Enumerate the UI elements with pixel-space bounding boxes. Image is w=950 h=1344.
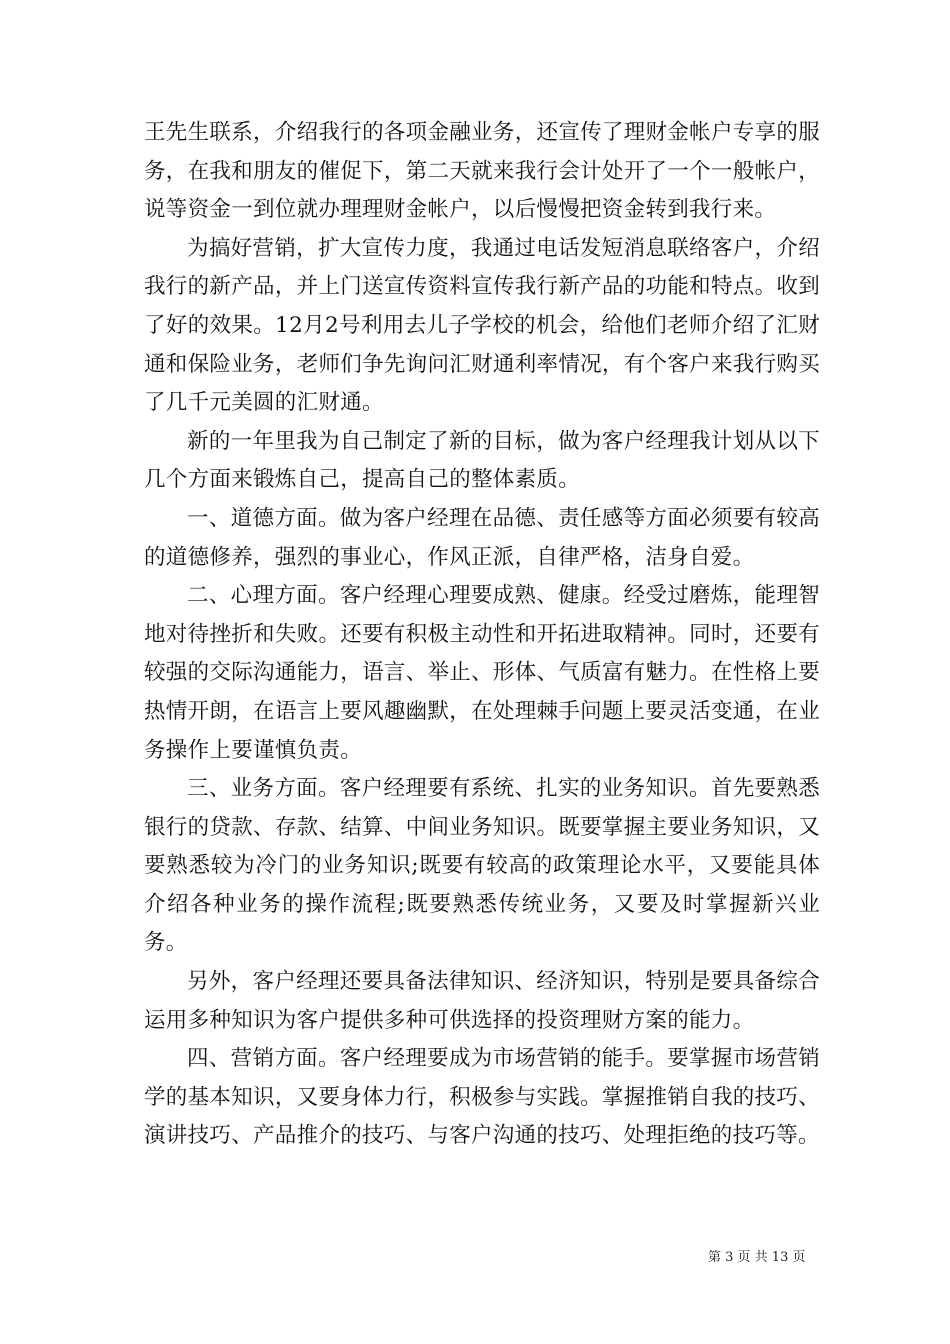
document-body: [144, 114, 820, 1156]
paragraph-6: 三、业务方面。客户经理要有系统、扎实的业务知识。首先要熟悉银行的贷款、存款、结算、中间业务知识。既要掌握主要业务知识，又要熟悉较为冷门的业务知识;既要有较高的政策理论水平，又要能具体介绍各种业务的操作流程;既要熟悉传统业务，又要及时掌握新兴业务。: [144, 776, 820, 956]
paragraph-7: 另外，客户经理还要具备法律知识、经济知识，特别是要具备综合运用多种知识为客户提供多种可供选择的投资理财方案的能力。: [144, 969, 820, 1033]
paragraph-4: 一、道德方面。做为客户经理在品德、责任感等方面必须要有较高的道德修养，强烈的事业心，作风正派，自律严格，洁身自爱。: [144, 505, 820, 570]
page-number-footer: 第 3 页 共 13 页: [708, 1250, 806, 1265]
paragraph-8: 四、营销方面。客户经理要成为市场营销的能手。要掌握市场营销学的基本知识，又要身体力行，积极参与实践。掌握推销自我的技巧、演讲技巧、产品推介的技巧、与客户沟通的技巧、处理拒绝的技巧等。: [144, 1046, 820, 1149]
paragraph-3: 新的一年里我为自己制定了新的目标，做为客户经理我计划从以下几个方面来锻炼自己，提高自己的整体素质。: [144, 428, 820, 493]
paragraph-1: 王先生联系，介绍我行的各项金融业务，还宣传了理财金帐户专享的服务，在我和朋友的催促下，第二天就来我行会计处开了一个一般帐户，说等资金一到位就办理理财金帐户，以后慢慢把资金转到我行来。: [144, 120, 820, 223]
paragraph-5: 二、心理方面。客户经理心理要成熟、健康。经受过磨炼，能理智地对待挫折和失败。还要有积极主动性和开拓进取精神。同时，还要有较强的交际沟通能力，语言、举止、形体、气质富有魅力。在性格上要热情开朗，在语言上要风趣幽默，在处理棘手问题上要灵活变通，在业务操作上要谨慎负责。: [144, 583, 820, 763]
paragraph-2: 为搞好营销，扩大宣传力度，我通过电话发短消息联络客户，介绍我行的新产品，并上门送宣传资料宣传我行新产品的功能和特点。收到了好的效果。12月2号利用去儿子学校的机会，给他们老师介绍了汇财通和保险业务，老师们争先询问汇财通利率情况，有个客户来我行购买了几千元美圆的汇财通。: [144, 235, 820, 416]
